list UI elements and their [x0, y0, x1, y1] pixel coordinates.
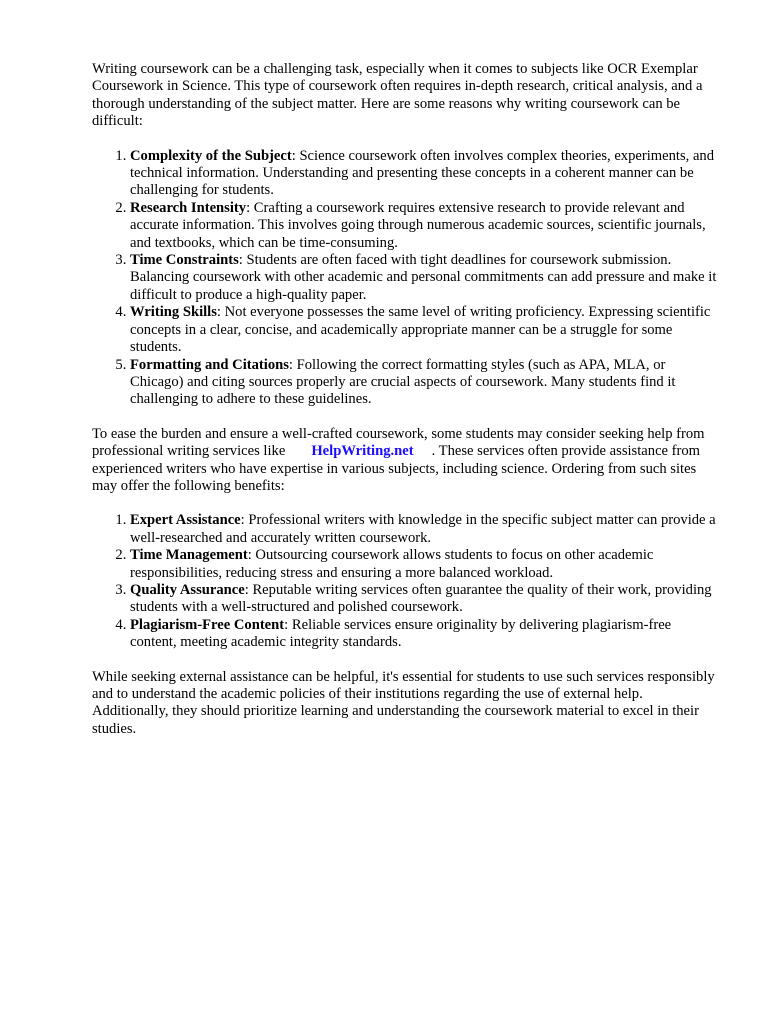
list-item	[130, 617, 720, 652]
benefits-list	[92, 512, 720, 651]
helpwriting-link[interactable]: HelpWriting.net	[311, 443, 414, 460]
list-item-separator: :	[246, 199, 251, 216]
difficulties-list	[92, 148, 720, 409]
intro-paragraph: Writing coursework can be a challenging task, especially when it comes to subjects like OCR Exemplar Coursework in Science. This type of coursework often requires in-depth research, critical analysis, and a thorough understanding of the subject matter. Here are some reasons why writing coursework can be difficult:	[92, 61, 703, 130]
list-item	[130, 357, 720, 409]
list-item-text: Following the correct formatting styles (such as APA, MLA, or Chicago) and citing sources properly are crucial aspects of coursework. Many students find it challenging to adhere to these guidelines.	[130, 356, 676, 408]
list-item	[130, 304, 720, 356]
list-item-text: Outsourcing coursework allows students to focus on other academic responsibilities, reducing stress and ensuring a more balanced workload.	[130, 547, 654, 581]
list-item	[130, 252, 720, 304]
list-item-term: Complexity of the Subject	[130, 147, 292, 164]
list-item-term: Formatting and Citations	[130, 356, 289, 373]
list-item	[130, 512, 720, 547]
list-item	[130, 582, 720, 617]
document-page	[92, 61, 720, 755]
list-item-term: Writing Skills	[130, 304, 217, 321]
list-item-term: Quality Assurance	[130, 581, 245, 598]
list-item-text: Students are often faced with tight deadlines for coursework submission. Balancing coursework with other academic and personal commitments can add pressure and make it difficult to produce a high-quality paper.	[130, 252, 717, 303]
list-item	[130, 148, 720, 200]
closing-paragraph: While seeking external assistance can be helpful, it's essential for students to use such services responsibly and to understand the academic policies of their institutions regarding the use of external help. Additionally, they should prioritize learning and understanding the coursework material to excel in their studies.	[92, 668, 715, 737]
list-item-separator: :	[291, 147, 296, 164]
list-item	[130, 200, 720, 252]
list-item-text: Reliable services ensure originality by delivering plagiarism-free content, meeting academic integrity standards.	[130, 616, 672, 651]
list-item-text: Professional writers with knowledge in the specific subject matter can provide a well-researched and accurately written coursework.	[130, 512, 716, 546]
list-item-text: Not everyone possesses the same level of writing proficiency. Expressing scientific concepts in a clear, concise, and academically appropriate manner can be a struggle for some students.	[130, 304, 711, 356]
list-item-separator: :	[247, 547, 252, 564]
list-item-separator: :	[288, 356, 293, 373]
list-item-term: Time Management	[130, 547, 248, 564]
list-item-term: Time Constraints	[130, 252, 239, 269]
list-item-separator: :	[216, 304, 221, 321]
list-item-separator: :	[240, 512, 245, 529]
help-text-after: . These services often provide assistance from experienced writers who have expertise in various subjects, including science. Ordering from such sites may offer the following benefits:	[92, 443, 701, 494]
list-item-text: Crafting a coursework requires extensive research to provide relevant and accurate information. This involves going through numerous academic sources, scientific journals, and textbooks, which can be time-consuming.	[130, 199, 706, 251]
list-item	[130, 547, 720, 582]
list-item-text: Reputable writing services often guarantee the quality of their work, providing students with a well-structured and polished coursework.	[130, 581, 712, 616]
list-item-separator: :	[238, 252, 243, 269]
list-item-term: Plagiarism-Free Content	[130, 616, 285, 633]
list-item-term: Expert Assistance	[130, 512, 241, 529]
help-text-before: To ease the burden and ensure a well-crafted coursework, some students may consider seeking help from professional writing services like	[92, 425, 705, 460]
list-item-separator: :	[244, 581, 249, 598]
list-item-term: Research Intensity	[130, 199, 247, 216]
help-paragraph	[92, 426, 720, 496]
list-item-separator: :	[284, 616, 289, 633]
list-item-text: Science coursework often involves complex theories, experiments, and technical information. Understanding and presenting these concepts in a coherent manner can be challenging for students.	[130, 147, 715, 199]
